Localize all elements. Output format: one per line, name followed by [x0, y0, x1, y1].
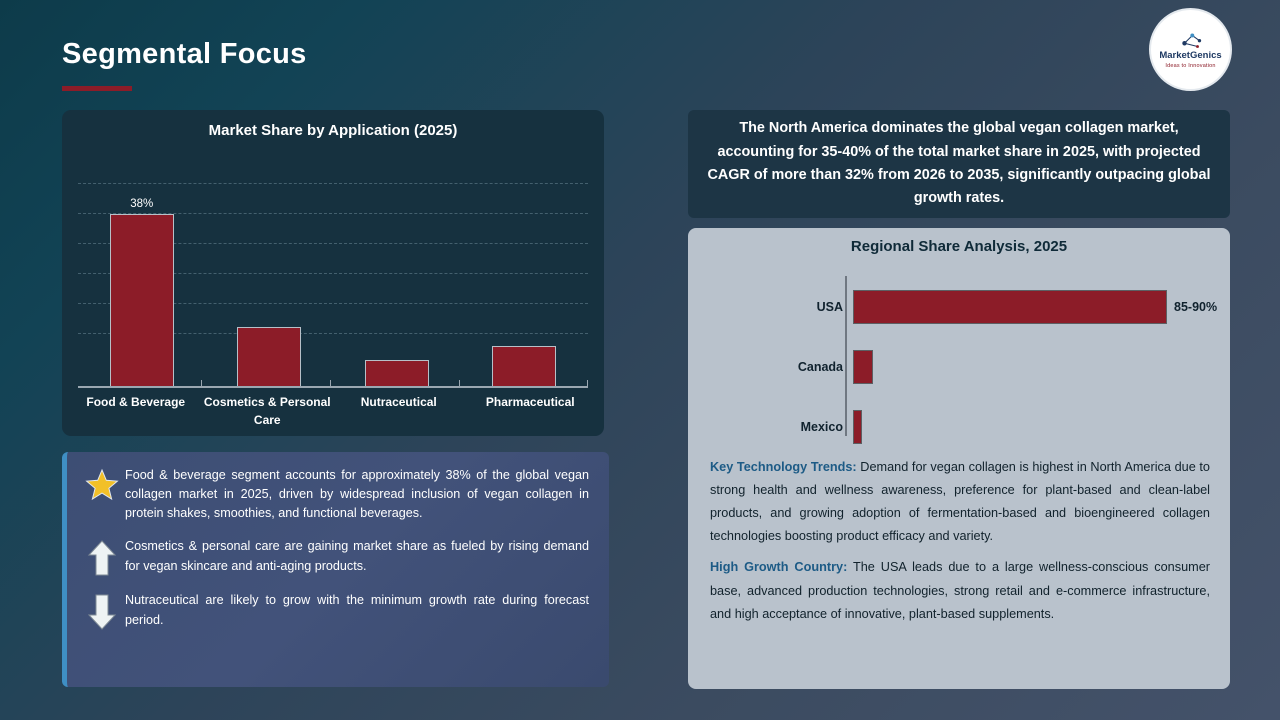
- logo-name: MarketGenics: [1159, 50, 1222, 62]
- hbar-row: [688, 410, 1230, 444]
- axis-tick: [330, 380, 331, 388]
- callout-text: The North America dominates the global vegan collagen market, accounting for 35-40% of the total market share in 2025, with projected CAGR of more than 32% from 2026 to 2035, significantly outpacing global growth rates.: [707, 120, 1211, 207]
- axis-tick: [459, 380, 460, 388]
- bar-value-label: 38%: [130, 198, 154, 210]
- left-chart-bars: [78, 183, 588, 388]
- axis-tick: [201, 380, 202, 388]
- right-chart-title: Regional Share Analysis, 2025: [850, 238, 1068, 255]
- insight-text: Food & beverage segment accounts for approximately 38% of the global vegan collagen market in 2025, driven by widespread inclusion of vegan collagen in protein shakes, smoothies, and functional beverages.: [125, 468, 589, 521]
- paragraph-lead: Key Technology Trends:: [710, 460, 857, 474]
- arrow-up-icon: [79, 537, 125, 577]
- bar-cosmetics-personal-care: [237, 327, 301, 388]
- arrow-down-icon: [79, 591, 125, 631]
- bar-slot: [78, 183, 206, 388]
- bar-slot: [333, 183, 461, 388]
- left-chart-category-labels: [70, 393, 596, 429]
- hbar-row: [688, 350, 1230, 384]
- hbar-mexico: [853, 410, 862, 444]
- star-icon: [79, 466, 125, 502]
- insight-item: [67, 523, 609, 577]
- category-label: Pharmaceutical: [485, 395, 575, 409]
- callout-panel: [688, 110, 1230, 218]
- insight-item: [67, 577, 609, 631]
- paragraph-lead: High Growth Country:: [710, 560, 848, 575]
- insights-panel: [62, 452, 609, 687]
- paragraph-body: The USA leads due to a large wellness-conscious consumer base, advanced production technologies, strong retail and e-commerce infrastructure, and high acceptance of innovative, plant-based supplements.: [710, 560, 1210, 621]
- bar-nutraceutical: [365, 360, 429, 388]
- hbar-usa: [853, 290, 1167, 324]
- hbar-label: Canada: [797, 360, 843, 374]
- right-panel-body: [710, 456, 1210, 634]
- category-label: Cosmetics & Personal Care: [203, 395, 331, 427]
- company-logo: [1151, 10, 1230, 89]
- paragraph-body: Demand for vegan collagen is highest in North America due to strong health and wellness awareness, preference for plant-based and clean-label products, and growing adoption of fermentation-based and bioengineered collagen technologies boosting product efficacy and variety.: [710, 460, 1210, 544]
- bar-food-beverage: [110, 214, 174, 388]
- bar-slot: [206, 183, 334, 388]
- insight-text: Cosmetics & personal care are gaining market share as fueled by rising demand for vegan skincare and anti-aging products.: [125, 539, 589, 573]
- hbar-label: Mexico: [800, 420, 843, 434]
- hbar-row: [688, 290, 1230, 324]
- bar-pharmaceutical: [492, 346, 556, 388]
- network-icon: [1178, 30, 1204, 50]
- right-chart-plot: [688, 268, 1230, 446]
- left-chart-plot: [70, 158, 596, 388]
- market-share-chart-panel: [62, 110, 604, 436]
- regional-share-panel: [688, 228, 1230, 689]
- x-axis: [78, 386, 588, 388]
- title-underline: [62, 86, 132, 91]
- category-label: Nutraceutical: [360, 395, 437, 409]
- hbar-value-label: 85-90%: [1174, 300, 1218, 314]
- paragraph-high-growth-country: [710, 556, 1210, 625]
- hbar-canada: [853, 350, 873, 384]
- category-label: Food & Beverage: [86, 395, 186, 409]
- insight-text: Nutraceutical are likely to grow with the minimum growth rate during forecast period.: [125, 593, 589, 627]
- logo-tagline: Ideas to Innovation: [1165, 62, 1216, 69]
- insight-item: [67, 452, 609, 523]
- hbar-label: USA: [816, 300, 843, 314]
- page-title: Segmental Focus: [62, 38, 307, 70]
- axis-tick: [587, 380, 588, 388]
- bar-slot: [461, 183, 589, 388]
- paragraph-technology-trends: [710, 456, 1210, 548]
- left-chart-title: Market Share by Application (2025): [208, 122, 458, 139]
